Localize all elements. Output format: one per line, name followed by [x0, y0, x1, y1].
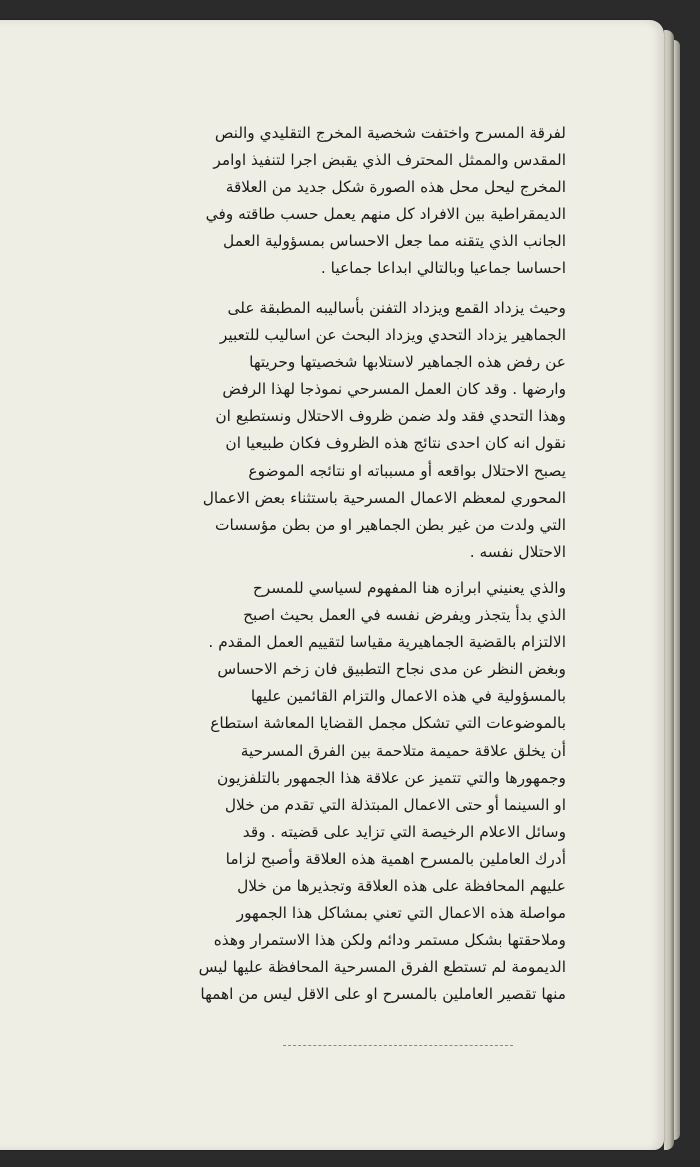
text-line: منها تقصير العاملين بالمسرح او على الاقل ليس من اهمها	[200, 985, 566, 1004]
text-line: أدرك العاملين بالمسرح اهمية هذه العلاقة وأصبح لزاما	[225, 849, 566, 868]
text-line: الاحتلال نفسه .	[469, 542, 566, 561]
text-line: الجماهير يزداد التحدي ويزداد البحث عن اساليب للتعبير	[219, 326, 566, 345]
text-line: المخرج ليحل محل هذه الصورة شكل جديد من العلاقة	[225, 178, 566, 197]
text-line: عليهم المحافظة على هذه العلاقة وتجذيرها من خلال	[237, 877, 566, 896]
text-line: نقول انه كان احدى نتائج هذه الظروف فكان طبيعيا ان	[225, 434, 566, 453]
text-line: وجمهورها والتي تتميز عن علاقة هذا الجمهور بالتلفزيون	[216, 768, 566, 787]
text-line: بالمسؤولية في هذه الاعمال والتزام القائمين عليها	[250, 687, 566, 706]
text-line: الديمومة لم تستطع الفرق المسرحية المحافظة عليها ليس	[198, 958, 566, 977]
text-line: عن رفض هذه الجماهير لاستلابها شخصيتها وحريتها	[249, 353, 566, 372]
text-line: او السينما أو حتى الاعمال المبتذلة التي تقدم من خلال	[224, 795, 566, 814]
paragraph-3	[80, 575, 566, 1009]
page-edge-back	[674, 40, 680, 1140]
text-line: أن يخلق علاقة حميمة متلاحمة بين الفرق المسرحية	[240, 741, 566, 760]
text-line: مواصلة هذه الاعمال التي تعني بمشاكل هذا الجمهور	[236, 904, 566, 923]
paragraph-1	[80, 120, 566, 283]
page-edge	[664, 30, 674, 1150]
text-line: المحوري لمعظم الاعمال المسرحية باستثناء بعض الاعمال	[202, 488, 566, 507]
text-line: وهذا التحدي فقد ولد ضمن ظروف الاحتلال ونستطيع ان	[215, 407, 566, 426]
text-line: الديمقراطية بين الافراد كل منهم يعمل حسب طاقته وفي	[205, 205, 566, 224]
text-line: المقدس والممثل المحترف الذي يقبض اجرا لتنفيذ اوامر	[213, 151, 566, 170]
text-line: وحيث يزداد القمع ويزداد التفنن بأساليبه المطبقة على	[227, 299, 566, 317]
page-footer-rule	[283, 1045, 513, 1046]
text-line: وسائل الاعلام الرخيصة التي تزايد على قضيته . وقد	[242, 822, 566, 841]
text-line: الذي بدأ يتجذر ويفرض نفسه في العمل بحيث اصبح	[243, 606, 566, 625]
text-line: يصبح الاحتلال بواقعه أو مسبباته او نتائجه الموضوع	[248, 461, 566, 480]
text-line: الالتزام بالقضية الجماهيرية مقياسا لتقييم العمل المقدم .	[208, 633, 566, 652]
text-line: وبغض النظر عن مدى نجاح التطبيق فان زخم الاحساس	[217, 660, 566, 679]
text-line: وملاحقتها بشكل مستمر ودائم ولكن هذا الاستمرار وهذه	[213, 931, 566, 950]
text-line: احساسا جماعيا وبالتالي ابداعا جماعيا .	[320, 259, 566, 278]
text-line: لفرقة المسرح واختفت شخصية المخرج التقليدي والنص	[214, 124, 566, 142]
text-line: والذي يعنيني ابرازه هنا المفهوم لسياسي للمسرح	[252, 579, 566, 597]
text-line: الجانب الذي يتقنه مما جعل الاحساس بمسؤولية العمل	[223, 232, 566, 251]
text-line: بالموضوعات التي تشكل مجمل القضايا المعاشة استطاع	[210, 714, 566, 733]
text-line: التي ولدت من غير بطن الجماهير او من بطن مؤسسات	[215, 515, 566, 534]
paragraph-2	[80, 295, 566, 566]
text-line: وارضها . وقد كان العمل المسرحي نموذجا لهذا الرفض	[222, 380, 566, 399]
